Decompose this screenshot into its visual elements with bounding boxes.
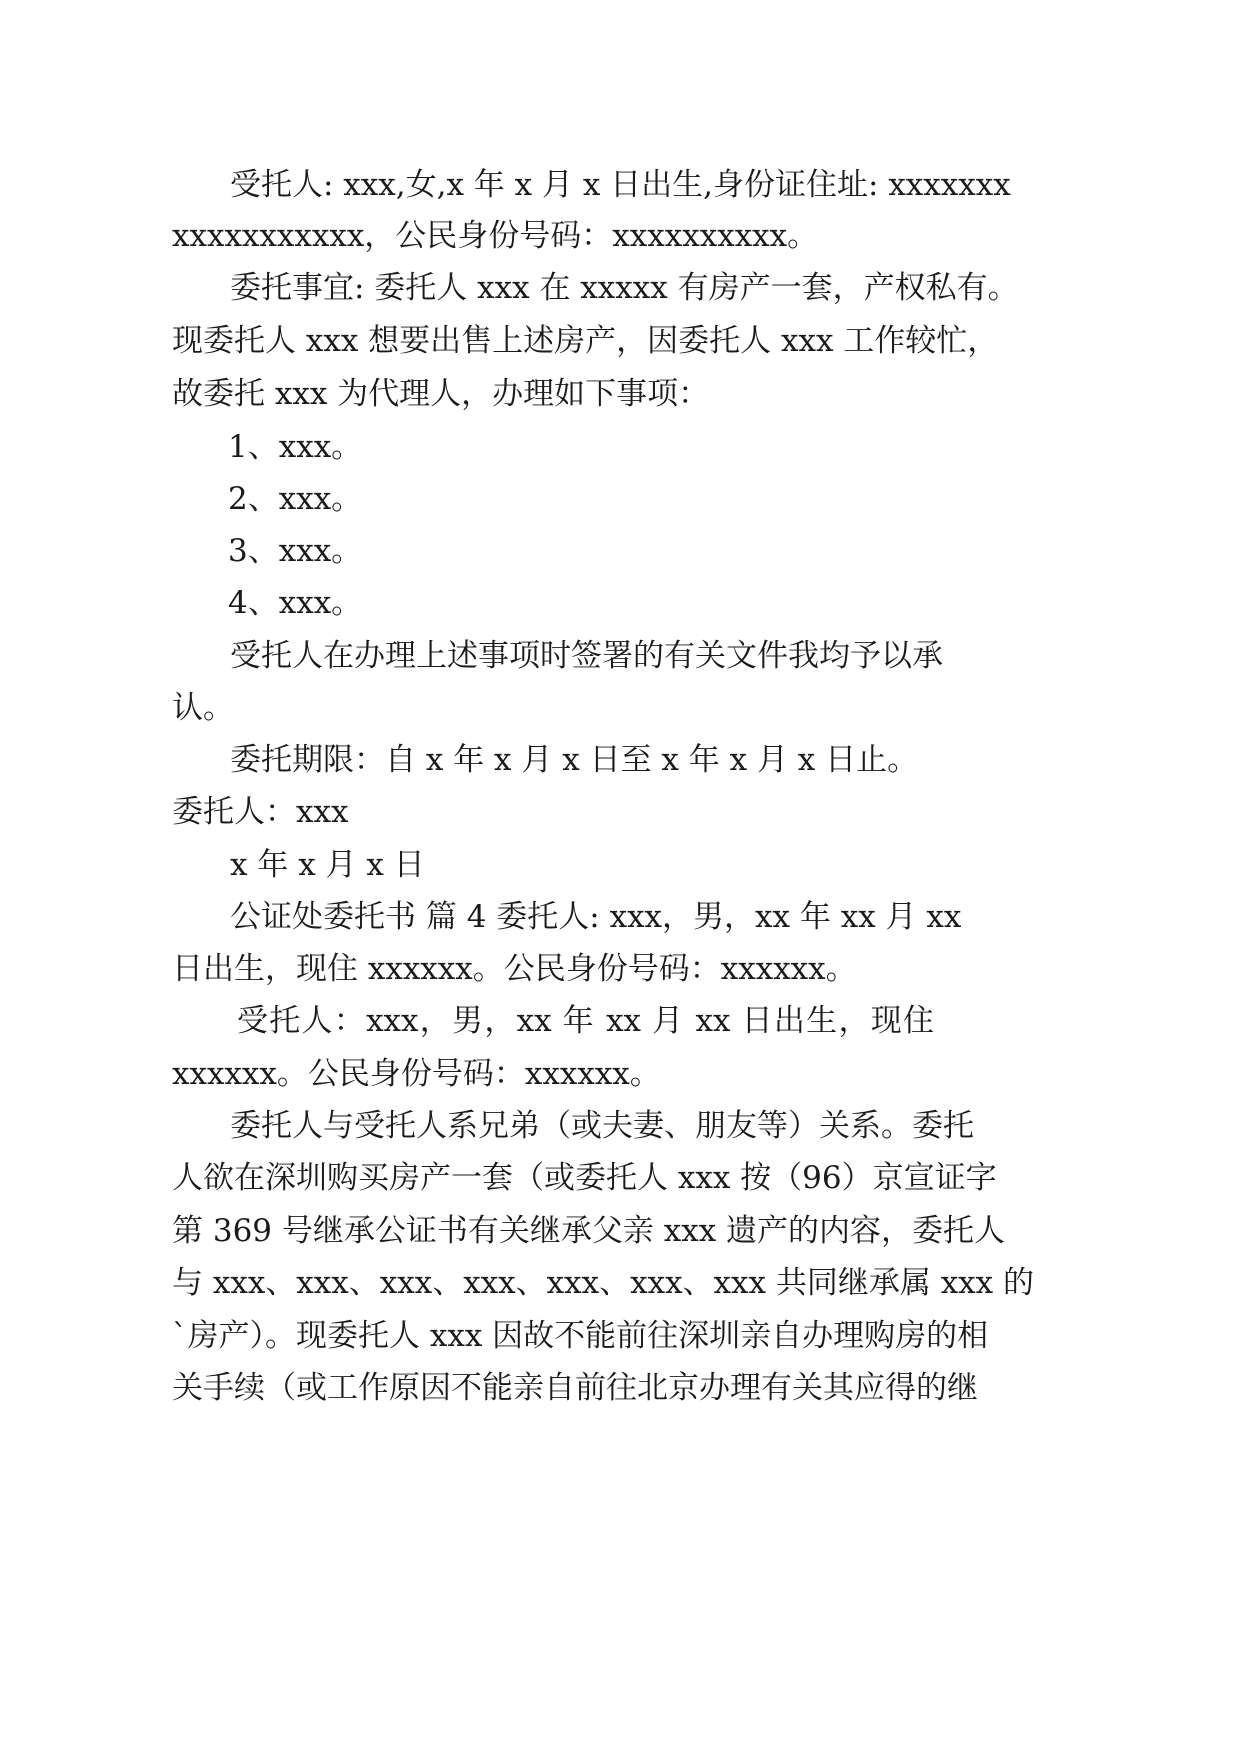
paragraph-line: xxxxxxxxxxx，公民身份号码：xxxxxxxxxx。: [172, 218, 819, 254]
signature-line: 委托人：xxx: [172, 794, 349, 830]
list-item: 3、xxx。: [228, 533, 363, 569]
date-line: x 年 x 月 x 日: [230, 847, 425, 883]
paragraph-line: 受托人: xxx,女,x 年 x 月 x 日出生,身份证住址: xxxxxxx: [230, 167, 1011, 203]
paragraph-line: 认。: [172, 690, 234, 726]
paragraph-line: 委托事宜: 委托人 xxx 在 xxxxx 有房产一套，产权私有。: [230, 270, 1019, 306]
list-item: 4、xxx。: [228, 585, 363, 621]
paragraph-line: 委托期限：自 x 年 x 月 x 日至 x 年 x 月 x 日止。: [230, 742, 919, 778]
paragraph-line: 故委托 xxx 为代理人，办理如下事项：: [172, 376, 710, 412]
paragraph-line: 受托人在办理上述事项时签署的有关文件我均予以承: [230, 638, 943, 674]
paragraph-line: 与 xxx、xxx、xxx、xxx、xxx、xxx、xxx 共同继承属 xxx 的: [172, 1265, 1035, 1301]
paragraph-line: 受托人：xxx，男，xx 年 xx 月 xx 日出生，现住: [237, 1003, 934, 1039]
paragraph-line: `房产）。现委托人 xxx 因故不能前往深圳亲自办理购房的相: [172, 1318, 989, 1354]
paragraph-line: 日出生，现住 xxxxxx。公民身份号码：xxxxxx。: [172, 951, 857, 987]
paragraph-line: 第 369 号继承公证书有关继承父亲 xxx 遗产的内容，委托人: [172, 1213, 1006, 1249]
list-item: 1、xxx。: [228, 429, 363, 465]
paragraph-line: 关手续（或工作原因不能亲自前往北京办理有关其应得的继: [172, 1370, 978, 1406]
paragraph-line: 委托人与受托人系兄弟（或夫妻、朋友等）关系。委托: [230, 1108, 974, 1144]
list-item: 2、xxx。: [228, 481, 363, 517]
paragraph-line: 现委托人 xxx 想要出售上述房产，因委托人 xxx 工作较忙，: [172, 323, 999, 359]
section-heading-line: 公证处委托书 篇 4 委托人: xxx，男，xx 年 xx 月 xx: [230, 899, 962, 935]
paragraph-line: xxxxxx。公民身份号码：xxxxxx。: [172, 1056, 661, 1092]
paragraph-line: 人欲在深圳购买房产一套（或委托人 xxx 按（96）京宣证字: [172, 1160, 997, 1196]
